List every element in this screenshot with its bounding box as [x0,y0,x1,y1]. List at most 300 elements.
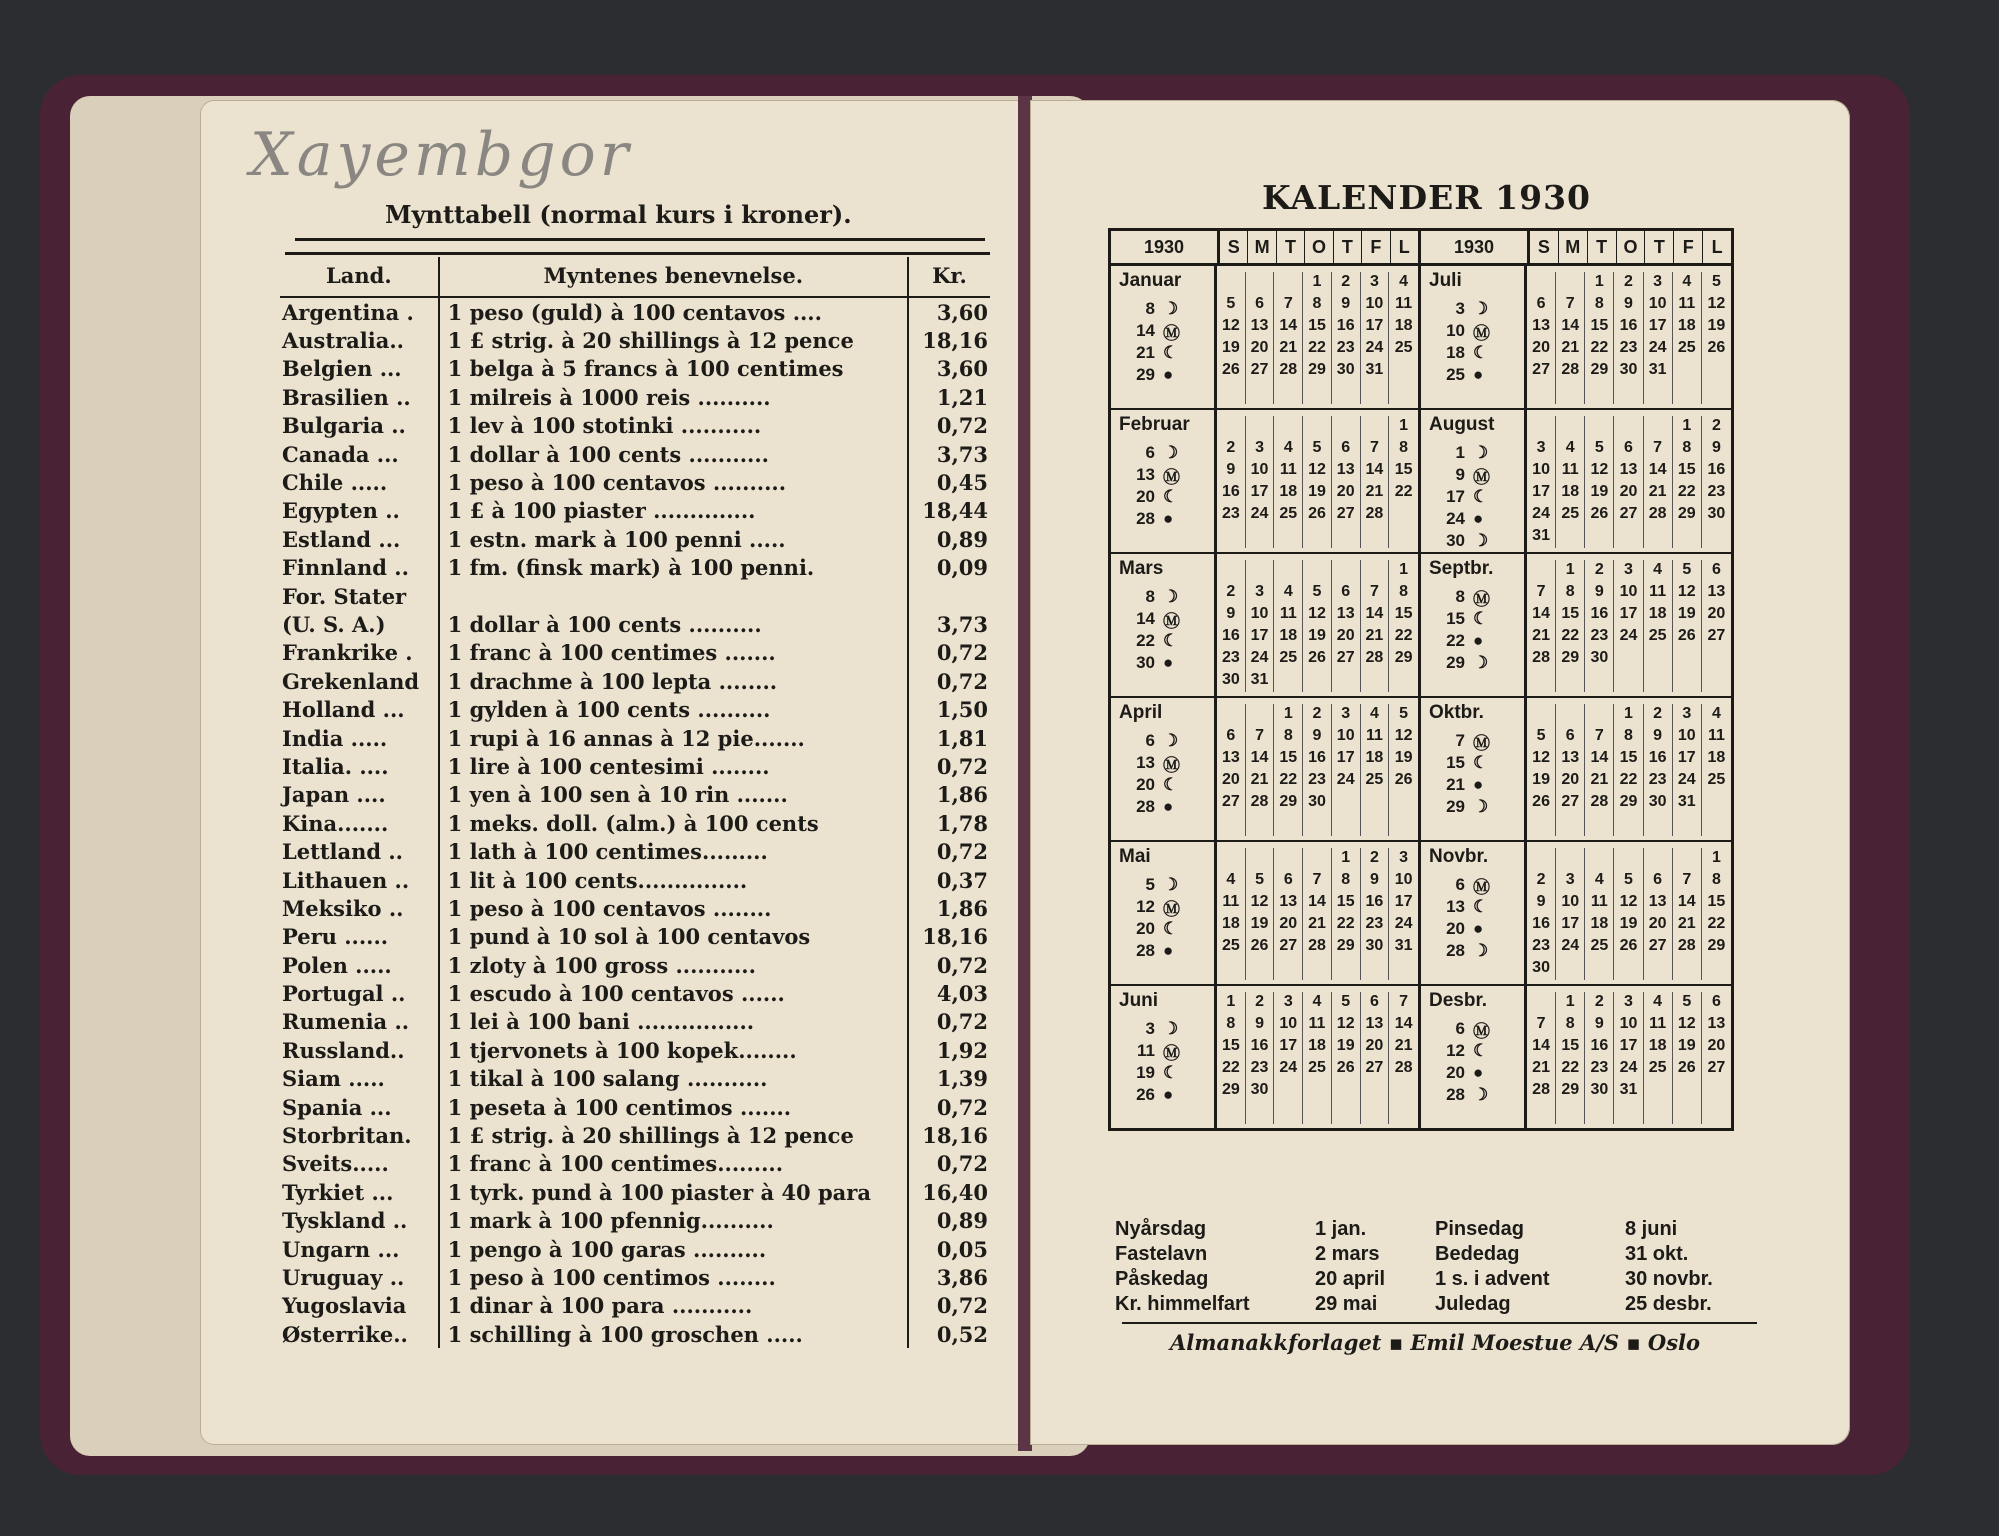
row-country: Peru ...... [280,923,439,951]
holiday-list [1115,1218,1755,1316]
moon-phase-icon: ☽ [1163,1019,1179,1038]
day-cell: 18 [1274,482,1303,504]
day-cell: 2 [1332,272,1361,294]
row-country: India ..... [280,724,439,752]
day-cell [1246,1102,1275,1124]
weekday-label: M [1559,231,1588,263]
moon-phase [1429,608,1524,630]
day-cell: 1 [1673,416,1702,438]
moon-phase-date: 30 [1446,531,1465,550]
day-cell [1303,670,1332,692]
publisher-rule [1122,1322,1757,1324]
day-cell: 17 [1246,482,1275,504]
day-cell: 28 [1274,360,1303,382]
row-country: Portugal .. [280,979,439,1007]
moon-phase-icon: Ⓜ [1473,323,1490,343]
day-cell: 14 [1527,1036,1556,1058]
day-cell: 31 [1394,937,1413,954]
day-cell: 24 [1332,770,1361,792]
day-cell: 26 [1332,1058,1361,1080]
holiday-name: Pinsedag [1435,1218,1524,1240]
row-country: Uruguay .. [280,1263,439,1291]
day-cell: 26 [1394,771,1413,788]
day-cell: 29 [1556,1080,1585,1102]
moon-phase-date: 17 [1446,487,1465,506]
day-cell: 28 [1644,504,1673,526]
moon-phase-date: 12 [1136,897,1155,916]
row-country: Bulgaria .. [280,412,439,440]
month-name: Juli [1429,270,1462,291]
day-cell: 7 [1274,294,1303,316]
moon-phase-icon: ☾ [1473,1041,1489,1060]
day-cell: 12 [1303,604,1332,626]
day-cell: 27 [1707,627,1726,644]
row-value: 1,21 [936,384,988,410]
day-cell: 11 [1361,726,1390,748]
day-cell [1585,848,1614,870]
day-cell: 1 [1332,848,1361,870]
table-row [280,781,990,809]
day-cell: 10 [1614,582,1643,604]
day-cell: 10 [1361,294,1390,316]
day-cell [1389,526,1418,548]
day-cell [1527,382,1556,404]
day-cell: 2 [1361,848,1390,870]
moon-phase-date: 29 [1446,797,1465,816]
moon-phase-date: 22 [1136,631,1155,650]
day-cell: 10 [1556,892,1585,914]
row-value: 18,44 [922,498,988,524]
day-cell [1332,526,1361,548]
row-description: 1 £ à 100 piaster .............. [439,497,908,525]
day-cell: 15 [1217,1036,1246,1058]
moon-phase-icon: ● [1473,631,1484,650]
moon-phase [1119,442,1214,464]
day-cell: 25 [1673,338,1702,360]
moon-phase [1429,752,1524,774]
day-cell: 12 [1394,727,1413,744]
day-cell [1614,814,1643,836]
day-cell: 7 [1673,870,1702,892]
day-cell [1217,704,1246,726]
row-value: 16,40 [922,1179,988,1205]
moon-phase-date: 13 [1136,465,1155,484]
row-value: 0,89 [936,526,988,552]
day-cell [1673,814,1702,836]
month-days [1217,698,1418,840]
day-cell: 10 [1527,460,1556,482]
holiday-name: Påskedag [1115,1268,1209,1290]
weekday-label: M [1248,231,1276,263]
day-cell: 23 [1585,1058,1614,1080]
row-country: Frankrike . [280,639,439,667]
moon-phase-date: 7 [1455,731,1465,750]
moon-phase-date: 20 [1136,487,1155,506]
day-cell: 5 [1711,273,1721,290]
day-cell: 4 [1711,705,1721,722]
day-cell: 9 [1527,892,1556,914]
day-cell [1217,848,1246,870]
row-description: 1 rupi à 16 annas à 12 pie....... [439,724,908,752]
day-cell: 9 [1246,1014,1275,1036]
month-info [1421,986,1527,1128]
day-cell: 24 [1361,338,1390,360]
day-cell: 13 [1332,604,1361,626]
day-cell: 8 [1274,726,1303,748]
day-cell: 3 [1673,704,1702,726]
month-block [1111,554,1418,698]
table-row [280,497,990,525]
day-cell: 28 [1246,792,1275,814]
day-cell [1702,648,1731,670]
day-cell: 4 [1556,438,1585,460]
month-days [1217,986,1418,1128]
day-cell: 31 [1527,526,1556,548]
moon-phase-icon: ☽ [1163,875,1179,894]
day-cell: 11 [1395,295,1413,312]
day-cell [1361,416,1390,438]
row-value: 1,50 [936,697,988,723]
row-value: 0,09 [936,555,988,581]
day-cell [1274,272,1303,294]
day-cell [1614,526,1643,548]
moon-phase-date: 18 [1446,343,1465,362]
moon-phase [1119,1040,1214,1062]
day-cell [1614,1102,1643,1124]
weekday-label: L [1711,237,1723,257]
day-cell: 27 [1332,648,1361,670]
row-country: Russland.. [280,1036,439,1064]
day-cell: 8 [1585,294,1614,316]
row-description: 1 peso (guld) à 100 centavos .... [439,297,908,326]
day-cell: 8 [1303,294,1332,316]
day-cell: 18 [1673,316,1702,338]
moon-phase [1429,298,1524,320]
day-cell [1527,1102,1556,1124]
day-cell: 16 [1332,316,1361,338]
day-cell: 18 [1361,748,1390,770]
day-cell: 18 [1274,626,1303,648]
day-cell [1246,704,1275,726]
holiday-date: 30 novbr. [1625,1268,1713,1290]
day-cell: 25 [1644,626,1673,648]
day-cell: 24 [1614,626,1643,648]
day-cell: 10 [1394,871,1413,888]
day-cell [1702,958,1731,980]
day-cell [1389,382,1418,404]
day-cell [1673,958,1702,980]
day-cell [1361,560,1390,582]
day-cell: 7 [1361,438,1390,460]
day-cell: 29 [1274,792,1303,814]
moon-phase-icon: ☽ [1473,941,1489,960]
day-cell: 3 [1361,272,1390,294]
day-cell: 19 [1673,604,1702,626]
moon-phase [1119,918,1214,940]
day-cell: 31 [1644,360,1673,382]
month-info [1111,842,1217,984]
row-country: Finnland .. [280,554,439,582]
row-description: 1 lath à 100 centimes......... [439,837,908,865]
day-cell: 15 [1394,461,1413,478]
day-cell: 4 [1644,992,1673,1014]
row-description: 1 lei à 100 bani ................ [439,1008,908,1036]
day-cell: 19 [1332,1036,1361,1058]
day-cell: 23 [1246,1058,1275,1080]
row-value: 0,72 [936,1151,988,1177]
month-days [1527,554,1731,696]
holiday-date: 8 juni [1625,1218,1678,1240]
day-cell [1332,382,1361,404]
day-cell: 4 [1399,273,1409,290]
moon-phase-icon: Ⓜ [1163,899,1180,919]
day-cell: 11 [1585,892,1614,914]
day-cell: 21 [1585,770,1614,792]
day-cell: 27 [1707,1059,1726,1076]
month-days [1527,698,1731,840]
day-cell: 20 [1217,770,1246,792]
day-cell: 18 [1707,749,1726,766]
day-cell: 20 [1246,338,1275,360]
day-cell: 17 [1394,893,1413,910]
day-cell [1332,958,1361,980]
month-days [1217,266,1418,408]
day-cell: 21 [1527,626,1556,648]
row-value: 0,72 [936,952,988,978]
day-cell [1246,560,1275,582]
row-country: Lithauen .. [280,866,439,894]
day-cell [1303,382,1332,404]
day-cell: 16 [1585,1036,1614,1058]
moon-phase-icon: ☾ [1473,487,1489,506]
holiday-date: 29 mai [1315,1293,1378,1315]
day-cell: 5 [1332,992,1361,1014]
day-cell: 23 [1614,338,1643,360]
day-cell: 16 [1644,748,1673,770]
row-value: 1,81 [936,725,988,751]
header-description: Myntenes benevnelse. [439,257,908,297]
day-cell: 11 [1303,1014,1332,1036]
day-cell: 19 [1303,482,1332,504]
day-cell: 15 [1303,316,1332,338]
day-cell [1274,526,1303,548]
day-cell [1361,1102,1390,1124]
day-cell: 20 [1707,605,1726,622]
weekday-label: O [1305,231,1333,263]
day-cell [1303,958,1332,980]
row-description: 1 franc à 100 centimes......... [439,1150,908,1178]
day-cell: 3 [1246,438,1275,460]
month-block [1421,554,1731,698]
table-row [280,1065,990,1093]
day-cell [1217,382,1246,404]
day-cell [1361,670,1390,692]
moon-phase-date: 8 [1145,587,1155,606]
day-cell: 26 [1303,648,1332,670]
day-cell: 28 [1394,1059,1413,1076]
day-cell: 24 [1614,1058,1643,1080]
day-cell: 18 [1556,482,1585,504]
moon-phase [1429,442,1524,464]
moon-phase-icon: ● [1163,1085,1174,1104]
day-cell: 17 [1614,1036,1643,1058]
row-description: 1 peso à 100 centimos ........ [439,1263,908,1291]
day-cell: 4 [1274,582,1303,604]
day-cell: 29 [1303,360,1332,382]
day-cell: 19 [1394,749,1413,766]
day-cell [1673,526,1702,548]
day-cell: 13 [1707,1015,1726,1032]
day-cell: 14 [1673,892,1702,914]
moon-phase [1429,1062,1524,1084]
moon-phase-icon: ☽ [1473,299,1489,318]
row-value: 0,89 [936,1208,988,1234]
day-cell [1361,958,1390,980]
row-description: 1 dinar à 100 para ........... [439,1292,908,1320]
day-cell: 11 [1217,892,1246,914]
month-days [1527,986,1731,1128]
row-description: 1 gylden à 100 cents .......... [439,695,908,723]
day-cell: 14 [1394,1015,1413,1032]
month-days [1217,554,1418,696]
day-cell: 1 [1556,560,1585,582]
row-value: 0,52 [936,1321,988,1347]
moon-phase-date: 21 [1446,775,1465,794]
day-cell: 18 [1394,317,1413,334]
moon-phase-date: 21 [1136,343,1155,362]
day-cell: 25 [1274,648,1303,670]
moon-phase-icon: Ⓜ [1163,467,1180,487]
moon-phase-date: 28 [1446,941,1465,960]
day-cell [1246,958,1275,980]
day-cell: 25 [1274,504,1303,526]
day-cell: 15 [1394,605,1413,622]
day-cell: 6 [1527,294,1556,316]
day-cell: 28 [1361,648,1390,670]
day-cell: 5 [1527,726,1556,748]
row-country: Brasilien .. [280,383,439,411]
day-cell [1217,814,1246,836]
month-info [1111,698,1217,840]
day-cell: 19 [1527,770,1556,792]
day-cell: 2 [1303,704,1332,726]
weekday-label: T [1277,231,1305,263]
table-row [280,695,990,723]
title-rule [295,238,985,241]
row-country: Sveits..... [280,1150,439,1178]
day-cell: 5 [1217,294,1246,316]
weekday-label: T [1588,231,1617,263]
moon-phase-icon: ● [1163,941,1174,960]
moon-phase-date: 8 [1145,299,1155,318]
moon-phase-date: 28 [1136,797,1155,816]
day-cell: 15 [1707,893,1726,910]
month-info [1111,410,1217,552]
day-cell [1274,670,1303,692]
moon-phase-date: 28 [1136,509,1155,528]
month-info [1111,554,1217,696]
moon-phase-date: 15 [1446,609,1465,628]
day-cell: 17 [1644,316,1673,338]
row-description: 1 yen à 100 sen à 10 rin ....... [439,781,908,809]
holiday-name: Bededag [1435,1243,1520,1265]
day-cell: 19 [1707,317,1726,334]
weekday-label: T [1334,231,1362,263]
day-cell: 25 [1361,770,1390,792]
calendar-header [1421,231,1731,266]
day-cell [1332,560,1361,582]
table-row [280,383,990,411]
day-cell: 15 [1673,460,1702,482]
day-cell: 14 [1361,460,1390,482]
moon-phase-icon: ● [1473,775,1484,794]
day-cell [1332,792,1361,814]
row-description: 1 dollar à 100 cents .......... [439,610,908,638]
publisher-line: Almanakkforlaget ▪ Emil Moestue A/S ▪ Oslo [1170,1330,1701,1355]
day-cell: 3 [1274,992,1303,1014]
day-cell [1702,1080,1731,1102]
day-cell: 25 [1644,1058,1673,1080]
day-cell: 23 [1644,770,1673,792]
day-cell: 15 [1556,604,1585,626]
moon-phase-icon: ● [1473,365,1484,384]
moon-phase-date: 29 [1446,653,1465,672]
holiday-date: 20 april [1315,1268,1386,1290]
day-cell: 29 [1585,360,1614,382]
holiday-date: 2 mars [1315,1243,1380,1265]
row-value: 18,16 [922,1123,988,1149]
day-cell: 28 [1556,360,1585,382]
day-cell [1217,272,1246,294]
moon-phase [1119,896,1214,918]
day-cell [1217,958,1246,980]
row-country: Tyrkiet ... [280,1178,439,1206]
row-country: Østerrike.. [280,1320,439,1348]
day-cell [1614,958,1643,980]
day-cell: 11 [1644,1014,1673,1036]
row-value: 0,45 [936,470,988,496]
moon-phase [1119,608,1214,630]
day-cell: 4 [1644,560,1673,582]
day-cell: 27 [1556,792,1585,814]
month-name: Mai [1119,846,1151,867]
row-description: 1 franc à 100 centimes ....... [439,639,908,667]
day-cell: 27 [1217,792,1246,814]
moon-phase-icon: ☽ [1473,653,1489,672]
day-cell: 6 [1644,870,1673,892]
day-cell [1556,670,1585,692]
weekday-label: T [1645,231,1674,263]
calendar-half [1111,231,1421,1128]
weekday-label: O [1617,231,1646,263]
row-description: 1 peso à 100 centavos ........ [439,894,908,922]
moon-phase [1119,796,1214,818]
day-cell: 20 [1332,626,1361,648]
day-cell: 3 [1644,272,1673,294]
day-cell [1303,1102,1332,1124]
day-cell: 6 [1332,438,1361,460]
moon-phase [1119,320,1214,342]
calendar-half [1421,231,1731,1128]
moon-phase [1429,774,1524,796]
row-description: 1 tikal à 100 salang ........... [439,1065,908,1093]
day-cell: 12 [1673,1014,1702,1036]
day-cell [1527,848,1556,870]
day-cell: 2 [1527,870,1556,892]
day-cell: 22 [1274,770,1303,792]
table-row [280,923,990,951]
row-description: 1 escudo à 100 centavos ...... [439,979,908,1007]
